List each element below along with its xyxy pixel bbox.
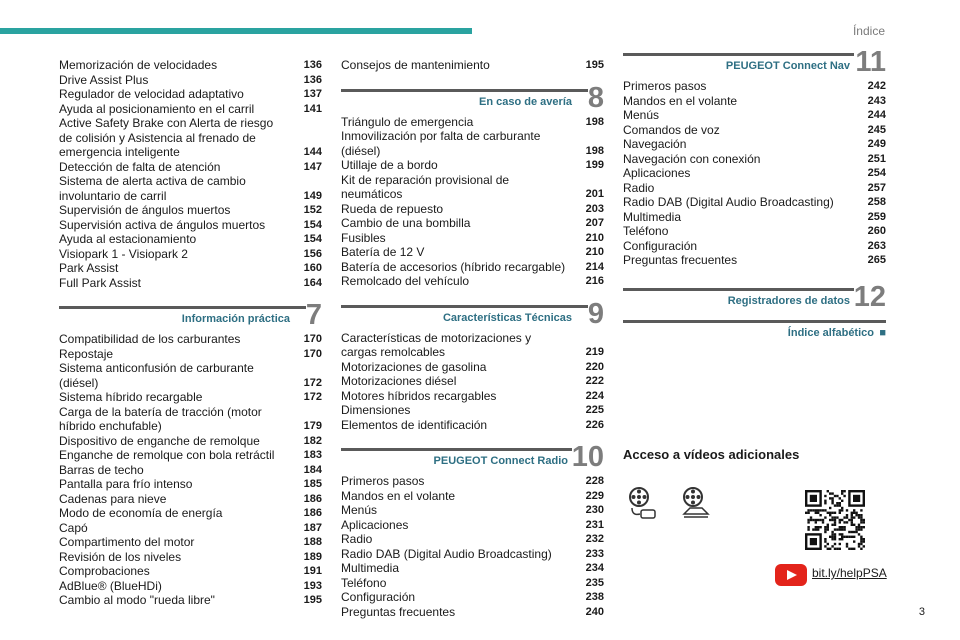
- section-rule: [341, 89, 588, 92]
- toc-list: [59, 332, 322, 608]
- toc-entry[interactable]: [623, 239, 886, 254]
- toc-entry-page: 210: [585, 231, 604, 244]
- help-video-link[interactable]: bit.ly/helpPSA: [812, 566, 887, 580]
- toc-entry-page: 195: [585, 59, 604, 71]
- toc-entry-page: 154: [303, 233, 322, 245]
- toc-entry-page: 233: [585, 547, 604, 560]
- toc-entry-title: Elementos de identificación: [341, 417, 488, 432]
- toc-entry-page: 263: [867, 239, 886, 252]
- toc-entry[interactable]: [341, 532, 604, 547]
- toc-entry[interactable]: [59, 347, 322, 362]
- toc-entry[interactable]: [341, 202, 604, 217]
- section-header-index: [623, 314, 886, 346]
- toc-column-3: [623, 47, 886, 346]
- section-title[interactable]: Información práctica: [181, 313, 290, 325]
- toc-entry[interactable]: [59, 232, 322, 247]
- toc-entry-title: Aplicaciones: [623, 166, 691, 180]
- toc-entry-title: Navegación con conexión: [623, 151, 761, 166]
- toc-entry-title: Repostaje: [59, 346, 114, 361]
- toc-entry-page: 199: [585, 159, 604, 171]
- toc-column-1: [59, 58, 322, 608]
- toc-entry[interactable]: [59, 361, 322, 390]
- toc-entry[interactable]: [623, 152, 886, 167]
- toc-entry-title: Ayuda al posicionamiento en el carril: [59, 101, 255, 116]
- toc-entry-page: 182: [303, 434, 322, 447]
- toc-entry-title: Primeros pasos: [623, 79, 707, 93]
- toc-entry-title: Supervisión activa de ángulos muertos: [59, 217, 266, 232]
- section-title[interactable]: PEUGEOT Connect Nav: [725, 60, 850, 72]
- toc-entry-title: Radio: [341, 532, 373, 546]
- toc-entry-title: Sistema híbrido recargable: [59, 390, 203, 404]
- toc-entry-page: 136: [303, 73, 322, 86]
- toc-entry-page: 220: [585, 360, 604, 373]
- toc-entry-page: 191: [303, 565, 322, 577]
- toc-entry[interactable]: [341, 489, 604, 504]
- toc-entry-title: Sistema de alerta activa de cambio involuntario de carril: [59, 174, 246, 203]
- toc-entry-page: 257: [867, 181, 886, 194]
- toc-entry-page: 260: [867, 225, 886, 237]
- toc-entry-page: 242: [867, 80, 886, 92]
- section-rule: [341, 448, 572, 451]
- toc-entry-page: 254: [867, 167, 886, 179]
- toc-entry[interactable]: [59, 87, 322, 102]
- toc-list: [59, 58, 322, 290]
- toc-list: [341, 115, 604, 289]
- section-number: 12: [853, 280, 886, 313]
- bullet-square-icon: ■: [879, 326, 886, 339]
- toc-entry-title: Batería de accesorios (híbrido recargable): [341, 259, 566, 274]
- toc-entry-title: Dispositivo de enganche de remolque: [59, 433, 260, 448]
- toc-entry-page: 216: [585, 275, 604, 287]
- toc-entry-title: Pantalla para frío intenso: [59, 477, 193, 491]
- toc-list: [341, 331, 604, 433]
- toc-entry-title: Teléfono: [623, 224, 669, 238]
- toc-entry-title: Comandos de voz: [623, 122, 720, 137]
- toc-entry-title: Motorizaciones diésel: [341, 374, 457, 388]
- toc-entry[interactable]: [59, 463, 322, 478]
- section-rule: [341, 305, 588, 308]
- toc-entry-page: 229: [585, 489, 604, 502]
- toc-entry-title: Radio DAB (Digital Audio Broadcasting): [341, 546, 552, 561]
- section-title[interactable]: En caso de avería: [479, 95, 572, 108]
- toc-entry-title: Preguntas frecuentes: [341, 604, 456, 619]
- toc-entry-title: Aplicaciones: [341, 517, 409, 532]
- toc-entry[interactable]: [341, 518, 604, 533]
- toc-list: [341, 58, 604, 73]
- toc-entry-title: Comprobaciones: [59, 564, 150, 578]
- toc-entry-title: Características de motorizaciones y cargas remolcables: [341, 330, 532, 359]
- toc-entry-title: Primeros pasos: [341, 474, 425, 488]
- toc-entry[interactable]: [623, 195, 886, 210]
- toc-entry-page: 207: [585, 217, 604, 229]
- toc-entry[interactable]: [59, 58, 322, 73]
- toc-entry-page: 265: [867, 254, 886, 266]
- toc-entry-title: Inmovilización por falta de carburante (diésel): [341, 129, 541, 158]
- toc-entry[interactable]: [341, 260, 604, 275]
- toc-entry[interactable]: [59, 203, 322, 218]
- section-number: 8: [587, 81, 604, 114]
- toc-entry-page: 195: [303, 594, 322, 606]
- toc-entry-title: Fusibles: [341, 230, 386, 245]
- toc-entry-title: Mandos en el volante: [623, 93, 738, 108]
- toc-entry-page: 183: [303, 449, 322, 461]
- toc-entry-page: 152: [303, 204, 322, 216]
- section-title[interactable]: PEUGEOT Connect Radio: [433, 455, 568, 467]
- toc-entry-title: Cadenas para nieve: [59, 491, 167, 506]
- toc-entry-title: Memorización de velocidades: [59, 58, 218, 72]
- toc-entry[interactable]: [341, 245, 604, 260]
- toc-entry[interactable]: [341, 403, 604, 418]
- toc-entry[interactable]: [623, 123, 886, 138]
- toc-entry[interactable]: [59, 593, 322, 608]
- toc-entry[interactable]: [341, 231, 604, 246]
- toc-entry[interactable]: [341, 576, 604, 591]
- toc-entry-title: Full Park Assist: [59, 275, 142, 290]
- toc-entry-page: 160: [303, 262, 322, 274]
- toc-entry-page: 156: [303, 247, 322, 260]
- toc-entry-title: Multimedia: [623, 209, 682, 224]
- toc-entry[interactable]: [59, 579, 322, 594]
- toc-entry[interactable]: [623, 94, 886, 109]
- toc-entry-title: Navegación: [623, 137, 687, 151]
- toc-entry-page: 186: [303, 507, 322, 519]
- qr-code-icon[interactable]: [805, 490, 865, 550]
- toc-entry-title: Menús: [341, 503, 378, 517]
- toc-entry-page: 189: [303, 550, 322, 563]
- toc-entry-page: 210: [585, 246, 604, 258]
- toc-entry-page: 240: [585, 605, 604, 618]
- toc-entry-page: 225: [585, 404, 604, 416]
- toc-entry[interactable]: [341, 331, 604, 360]
- toc-entry-title: Preguntas frecuentes: [623, 253, 738, 267]
- toc-entry-page: 222: [585, 375, 604, 387]
- section-header-11: [623, 47, 886, 79]
- toc-entry[interactable]: [623, 137, 886, 152]
- toc-entry-title: Remolcado del vehículo: [341, 274, 470, 288]
- page-number: 3: [918, 606, 925, 618]
- toc-entry[interactable]: [59, 261, 322, 276]
- toc-entry-page: 144: [303, 146, 322, 158]
- toc-entry-title: Radio: [623, 180, 655, 195]
- toc-entry-page: 230: [585, 504, 604, 516]
- toc-entry[interactable]: [59, 434, 322, 449]
- toc-entry-title: Park Assist: [59, 261, 119, 275]
- toc-entry-page: 219: [585, 346, 604, 358]
- toc-entry-page: 214: [585, 260, 604, 273]
- toc-entry[interactable]: [341, 389, 604, 404]
- section-rule: [59, 306, 306, 309]
- toc-entry-title: Teléfono: [341, 575, 387, 590]
- toc-entry-page: 224: [585, 389, 604, 402]
- toc-entry[interactable]: [59, 477, 322, 492]
- toc-entry-page: 198: [585, 115, 604, 128]
- toc-entry-title: Supervisión de ángulos muertos: [59, 203, 231, 217]
- toc-entry-title: Radio DAB (Digital Audio Broadcasting): [623, 195, 834, 209]
- toc-entry-title: Detección de falta de atención: [59, 159, 221, 174]
- toc-list: [623, 79, 886, 268]
- toc-entry-page: 226: [585, 418, 604, 431]
- toc-entry-title: Revisión de los niveles: [59, 549, 182, 564]
- toc-entry[interactable]: [623, 108, 886, 123]
- toc-entry-title: Active Safety Brake con Alerta de riesgo de colisión y Asistencia al frenado de emergencia inteligente: [59, 116, 274, 159]
- toc-entry-page: 154: [303, 218, 322, 231]
- toc-entry-page: 147: [303, 160, 322, 173]
- toc-entry-title: Motorizaciones de gasolina: [341, 359, 487, 374]
- section-title[interactable]: Índice alfabético: [787, 326, 874, 339]
- toc-entry[interactable]: [341, 216, 604, 231]
- toc-entry-title: AdBlue® (BlueHDi): [59, 578, 162, 593]
- toc-entry[interactable]: [341, 129, 604, 158]
- section-rule: [623, 288, 854, 291]
- toc-entry[interactable]: [341, 115, 604, 130]
- toc-entry-title: Regulador de velocidad adaptativo: [59, 87, 244, 101]
- toc-entry[interactable]: [341, 561, 604, 576]
- section-rule: [623, 53, 854, 56]
- section-title[interactable]: Características Técnicas: [442, 311, 572, 324]
- toc-entry-page: 235: [585, 576, 604, 589]
- toc-entry-page: 232: [585, 533, 604, 545]
- section-header-7: [59, 300, 322, 332]
- section-number: 9: [587, 297, 604, 330]
- toc-entry-page: 187: [303, 521, 322, 534]
- toc-entry[interactable]: [59, 448, 322, 463]
- toc-entry-page: 184: [303, 463, 322, 476]
- toc-entry[interactable]: [59, 405, 322, 434]
- toc-entry-title: Ayuda al estacionamiento: [59, 232, 197, 246]
- toc-entry-title: Visiopark 1 - Visiopark 2: [59, 246, 188, 261]
- toc-entry[interactable]: [341, 605, 604, 620]
- toc-entry[interactable]: [59, 276, 322, 291]
- toc-entry[interactable]: [341, 503, 604, 518]
- section-number: 7: [305, 299, 322, 331]
- toc-entry-title: Rueda de repuesto: [341, 201, 444, 216]
- section-number: 11: [855, 46, 886, 78]
- videos-title: Acceso a vídeos adicionales: [623, 447, 800, 462]
- toc-entry-title: Barras de techo: [59, 462, 144, 477]
- toc-entry[interactable]: [59, 550, 322, 565]
- toc-entry[interactable]: [59, 564, 322, 579]
- toc-entry-page: 141: [303, 102, 322, 115]
- toc-entry-title: Motores híbridos recargables: [341, 388, 497, 403]
- film-reel-cable-icon: [626, 486, 658, 520]
- toc-entry-title: Sistema anticonfusión de carburante (diésel): [59, 361, 254, 390]
- toc-entry[interactable]: [341, 547, 604, 562]
- toc-entry[interactable]: [59, 492, 322, 507]
- toc-entry-page: 179: [303, 420, 322, 432]
- toc-entry-page: 170: [303, 333, 322, 345]
- toc-entry[interactable]: [341, 58, 604, 73]
- toc-entry-page: 186: [303, 492, 322, 505]
- toc-entry[interactable]: [623, 181, 886, 196]
- toc-entry[interactable]: [59, 218, 322, 233]
- toc-entry[interactable]: [59, 332, 322, 347]
- toc-entry[interactable]: [341, 360, 604, 375]
- toc-entry[interactable]: [59, 73, 322, 88]
- toc-entry-page: 172: [303, 376, 322, 389]
- toc-entry[interactable]: [59, 102, 322, 117]
- toc-entry-page: 164: [303, 276, 322, 289]
- toc-entry-title: Enganche de remolque con bola retráctil: [59, 448, 275, 462]
- toc-entry-page: 244: [867, 109, 886, 121]
- toc-entry[interactable]: [59, 160, 322, 175]
- toc-entry[interactable]: [623, 166, 886, 181]
- toc-entry-page: 234: [585, 562, 604, 574]
- section-title[interactable]: Registradores de datos: [727, 294, 850, 307]
- section-number: 10: [571, 441, 604, 473]
- toc-entry-title: Compatibilidad de los carburantes: [59, 332, 241, 346]
- toc-entry-title: Multimedia: [341, 561, 400, 575]
- toc-entry-page: 185: [303, 478, 322, 490]
- section-header-10: [341, 442, 604, 474]
- toc-entry[interactable]: [59, 521, 322, 536]
- toc-entry-page: 193: [303, 579, 322, 592]
- toc-entry-title: Kit de reparación provisional de neumáticos: [341, 172, 510, 201]
- toc-list: [341, 474, 604, 619]
- toc-entry-title: Triángulo de emergencia: [341, 114, 474, 129]
- toc-entry-title: Consejos de mantenimiento: [341, 58, 490, 72]
- toc-entry-page: 137: [303, 88, 322, 100]
- toc-entry[interactable]: [341, 173, 604, 202]
- toc-entry-title: Configuración: [623, 238, 698, 253]
- toc-entry-page: 231: [585, 518, 604, 531]
- toc-entry-title: Batería de 12 V: [341, 245, 425, 259]
- toc-entry-page: 259: [867, 210, 886, 223]
- toc-entry[interactable]: [59, 116, 322, 160]
- film-reel-device-icon: [680, 486, 712, 520]
- toc-entry[interactable]: [341, 274, 604, 289]
- page-header-title: Índice: [852, 24, 885, 38]
- toc-entry-page: 238: [585, 591, 604, 603]
- toc-entry-title: Cambio de una bombilla: [341, 216, 471, 230]
- toc-entry[interactable]: [59, 535, 322, 550]
- toc-entry-page: 198: [585, 144, 604, 157]
- toc-entry-page: 228: [585, 475, 604, 487]
- section-header-9: [341, 299, 604, 331]
- toc-entry-title: Configuración: [341, 590, 416, 604]
- toc-entry[interactable]: [59, 247, 322, 262]
- section-header-12: [623, 282, 886, 314]
- toc-entry[interactable]: [59, 390, 322, 405]
- toc-entry-title: Mandos en el volante: [341, 488, 456, 503]
- toc-entry-page: 136: [303, 59, 322, 71]
- toc-entry[interactable]: [623, 224, 886, 239]
- toc-entry-page: 251: [867, 152, 886, 165]
- toc-entry[interactable]: [59, 506, 322, 521]
- toc-entry-title: Menús: [623, 108, 660, 122]
- toc-entry[interactable]: [341, 158, 604, 173]
- toc-entry-page: 201: [585, 188, 604, 200]
- youtube-play-icon[interactable]: [775, 564, 807, 586]
- toc-entry-page: 149: [303, 189, 322, 202]
- toc-entry[interactable]: [623, 210, 886, 225]
- toc-entry[interactable]: [341, 418, 604, 433]
- toc-column-2: [341, 58, 604, 619]
- toc-entry[interactable]: [341, 374, 604, 389]
- toc-entry[interactable]: [623, 79, 886, 94]
- toc-entry-page: 243: [867, 94, 886, 107]
- toc-entry-title: Compartimento del motor: [59, 535, 195, 549]
- toc-entry-title: Utillaje de a bordo: [341, 158, 438, 172]
- toc-entry-page: 203: [585, 202, 604, 215]
- toc-entry-title: Modo de economía de energía: [59, 506, 223, 520]
- section-rule: [623, 320, 886, 323]
- toc-entry[interactable]: [341, 474, 604, 489]
- toc-entry-title: Dimensiones: [341, 403, 411, 417]
- toc-entry-page: 188: [303, 536, 322, 548]
- toc-entry-title: Cambio al modo "rueda libre": [59, 593, 215, 607]
- header-accent-bar: [0, 28, 472, 34]
- toc-entry-page: 258: [867, 196, 886, 208]
- toc-entry[interactable]: [59, 174, 322, 203]
- toc-entry[interactable]: [623, 253, 886, 268]
- toc-entry-page: 170: [303, 347, 322, 360]
- toc-entry[interactable]: [341, 590, 604, 605]
- toc-entry-page: 245: [867, 123, 886, 136]
- toc-entry-title: Drive Assist Plus: [59, 72, 149, 87]
- toc-entry-page: 249: [867, 138, 886, 150]
- toc-entry-title: Capó: [59, 520, 88, 535]
- toc-entry-page: 172: [303, 391, 322, 403]
- toc-entry-title: Carga de la batería de tracción (motor híbrido enchufable): [59, 404, 262, 433]
- section-header-8: [341, 83, 604, 115]
